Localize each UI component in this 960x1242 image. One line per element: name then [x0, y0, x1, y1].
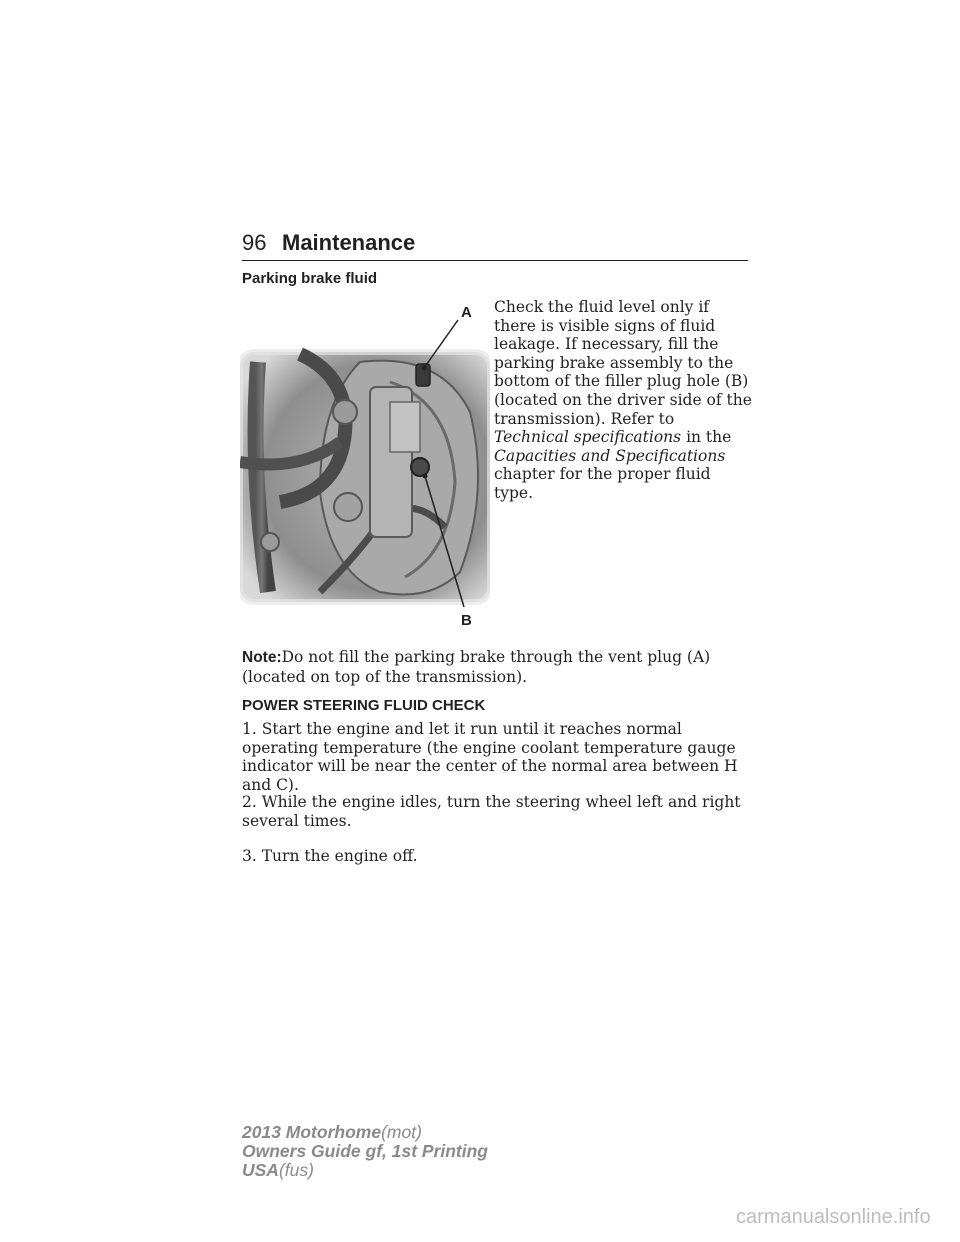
- instruction-text: Check the fluid level only if there is visible signs of fluid leakage. If necessary, fill the parking brake assembly to the bottom of the filler plug hole (B) (located on the driver side of the transmission). Refer to: [494, 298, 752, 428]
- note-paragraph: [242, 648, 752, 686]
- transmission-illustration: [240, 292, 490, 630]
- reference-capacities-specifications: Capacities and Specifications: [494, 446, 726, 465]
- watermark: carmanualsonline.info: [736, 1206, 931, 1228]
- page-number: 96: [242, 230, 267, 255]
- parking-brake-fluid-text: [494, 298, 752, 503]
- footer-model: 2013 Motorhome: [242, 1122, 382, 1142]
- step-3: 3. Turn the engine off.: [242, 847, 418, 865]
- page-header: [242, 230, 748, 261]
- instruction-tail: chapter for the proper fluid type.: [494, 465, 711, 502]
- connector-text: in the: [686, 428, 732, 447]
- callout-label-b: B: [461, 612, 472, 629]
- section-title: Maintenance: [282, 230, 416, 255]
- note-label: Note:: [242, 649, 282, 666]
- step-2: 2. While the engine idles, turn the steering wheel left and right several times.: [242, 793, 741, 830]
- note-text: Do not fill the parking brake through the vent plug (A) (located on top of the transmission).: [242, 648, 711, 686]
- parking-brake-fluid-heading: Parking brake fluid: [242, 270, 378, 287]
- footer-guide: Owners Guide gf, 1st Printing: [242, 1141, 488, 1161]
- reference-technical-specifications: Technical specifications: [494, 428, 682, 447]
- footer-market-code: (fus): [278, 1160, 314, 1180]
- footer-model-code: (mot): [381, 1122, 422, 1142]
- print-footer: [242, 1123, 488, 1180]
- callout-label-a: A: [461, 304, 472, 321]
- step-1: 1. Start the engine and let it run until it reaches normal operating temperature (the engine coolant temperature gauge indicator will be near the center of the normal area between H and C).: [242, 720, 738, 794]
- power-steering-heading: POWER STEERING FLUID CHECK: [242, 697, 486, 714]
- footer-market: USA: [242, 1160, 279, 1180]
- transmission-drawing: [240, 292, 490, 630]
